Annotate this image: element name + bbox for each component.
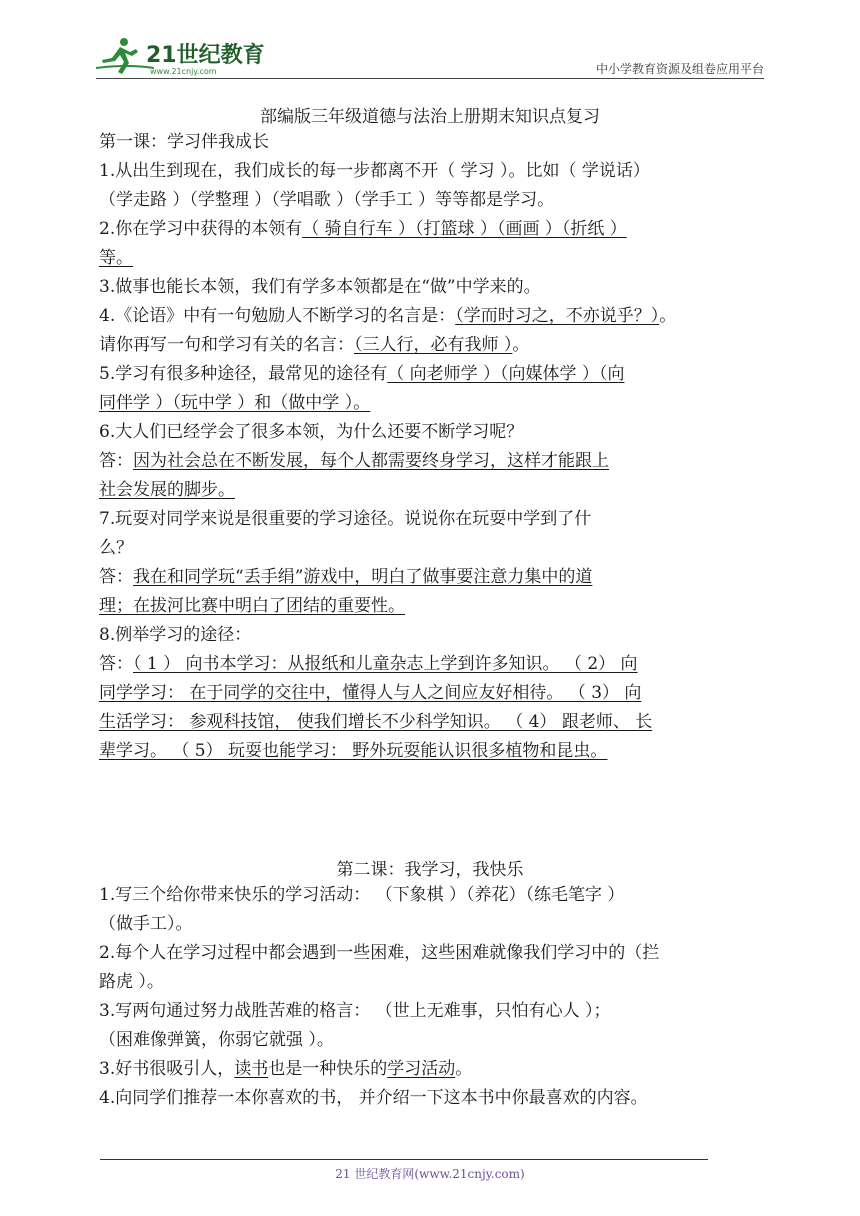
q8-answer-prefix: 答：	[99, 654, 133, 674]
q8-answer-line-1	[99, 653, 638, 675]
q4-prefix-2: 请你再写一句和学习有关的名言：	[99, 335, 354, 355]
q6-answer-line-2	[99, 479, 235, 501]
p1-line-2: （做手工）。	[99, 914, 193, 934]
q8-answer-2: 同学学习： 在于同学的交往中，懂得人与人之间应友好相待。 （ 3） 向	[99, 683, 642, 703]
q8-line: 8.例举学习的途径：	[99, 625, 252, 645]
p3b-line	[99, 1058, 472, 1080]
p3b-answer-2: 学习活动	[387, 1059, 456, 1079]
q8-answer-3: 生活学习： 参观科技馆， 使我们增长不少科学知识。 （ 4） 跟老师、 长	[99, 712, 653, 732]
footer-text: 21 世纪教育网(www.21cnjy.com)	[335, 1167, 525, 1181]
q4-suffix: 。	[659, 306, 677, 326]
q2-line-2	[99, 247, 133, 269]
brand-logo	[96, 34, 276, 78]
page-title: 部编版三年级道德与法治上册期末知识点复习	[260, 107, 600, 127]
logo-text: 21世纪教育	[146, 43, 265, 68]
p2-line-2: 路虎 ）。	[99, 972, 164, 992]
lesson-2-heading: 第二课：我学习，我快乐	[336, 860, 524, 880]
page-header	[96, 30, 764, 80]
q4-answer-2: （三人行，必有我师 ）	[354, 335, 513, 355]
q5-answer-2: 同伴学 ）（玩中学 ）和（做中学 ）。	[99, 393, 371, 413]
q7-line-2: 么？	[99, 538, 133, 558]
q5-prefix: 5.学习有很多种途径，最常见的途径有	[99, 364, 388, 384]
q2-prefix: 2.你在学习中获得的本领有	[99, 219, 303, 239]
p4-line: 4.向同学们推荐一本你喜欢的书， 并介绍一下这本书中你最喜欢的内容。	[99, 1088, 648, 1108]
q1-line-1: 1.从出生到现在，我们成长的每一步都离不开（ 学习 ）。比如（ 学说话）	[99, 161, 650, 181]
q5-line-1	[99, 363, 624, 385]
p2-line-1: 2.每个人在学习过程中都会遇到一些困难，这些困难就像我们学习中的（拦	[99, 943, 660, 963]
p1-line-1: 1.写三个给你带来快乐的学习活动： （下象棋 ）（养花）（练毛笔字 ）	[99, 885, 625, 905]
q5-answer-1: （ 向老师学 ）（向媒体学 ）（向	[387, 364, 625, 384]
p3b-middle: 也是一种快乐的	[268, 1059, 388, 1079]
q7-answer-line-1	[99, 566, 592, 588]
lesson-1-heading: 第一课：学习伴我成长	[99, 132, 269, 152]
q5-line-2	[99, 392, 370, 414]
q7-answer-prefix: 答：	[99, 567, 133, 587]
q8-answer-1: （ 1 ） 向书本学习：从报纸和儿童杂志上学到许多知识。 （ 2） 向	[133, 654, 638, 674]
q7-answer-2: 理；在拔河比赛中明白了团结的重要性。	[99, 596, 405, 616]
q8-answer-line-2	[99, 682, 641, 704]
logo-url: www.21cnjy.com	[150, 67, 217, 76]
q6-answer-1: 因为社会总在不断发展，每个人都需要终身学习，这样才能跟上	[133, 451, 609, 471]
p3-line-1: 3.写两句通过努力战胜苦难的格言： （世上无难事，只怕有心人 ）；	[99, 1001, 611, 1021]
q4-suffix-2: 。	[512, 335, 530, 355]
q4-prefix: 4.《论语》中有一句勉励人不断学习的名言是：	[99, 306, 456, 326]
q7-line-1: 7.玩耍对同学来说是很重要的学习途径。说说你在玩耍中学到了什	[99, 509, 592, 529]
p3b-answer-1: 读书	[234, 1059, 269, 1079]
q2-answer-2: 等。	[99, 248, 133, 268]
q8-answer-line-4	[99, 740, 607, 762]
q6-answer-prefix: 答：	[99, 451, 133, 471]
p3-line-2: （困难像弹簧，你弱它就强 ）。	[99, 1030, 334, 1050]
platform-name: 中小学教育资源及组卷应用平台	[595, 62, 764, 76]
q3-line: 3.做事也能长本领，我们有学多本领都是在“做”中学来的。	[99, 277, 541, 297]
q2-answer-1: （ 骑自行车 ）（打篮球 ）（画画 ）（折纸 ）	[302, 219, 627, 239]
header-divider	[96, 78, 764, 79]
q7-answer-1: 我在和同学玩“丢手绢”游戏中，明白了做事要注意力集中的道	[133, 567, 593, 587]
q6-line: 6.大人们已经学会了很多本领，为什么还要不断学习呢？	[99, 422, 524, 442]
q4-line-2	[99, 334, 529, 356]
q6-answer-2: 社会发展的脚步。	[99, 480, 235, 500]
q4-answer-1: （学而时习之，不亦说乎？）	[455, 306, 660, 326]
p3b-suffix: 。	[455, 1059, 473, 1079]
q8-answer-4: 辈学习。 （ 5） 玩耍也能学习： 野外玩耍能认识很多植物和昆虫。	[99, 741, 608, 761]
p3b-prefix: 3.好书很吸引人，	[99, 1059, 235, 1079]
q2-line-1	[99, 218, 627, 240]
q4-line-1	[99, 305, 676, 327]
q1-line-2: （学走路 ）（学整理 ）（学唱歌 ）（学手工 ）等等都是学习。	[99, 190, 555, 210]
q8-answer-line-3	[99, 711, 652, 733]
q7-answer-line-2	[99, 595, 405, 617]
footer-divider	[100, 1159, 708, 1160]
q6-answer-line-1	[99, 450, 609, 472]
